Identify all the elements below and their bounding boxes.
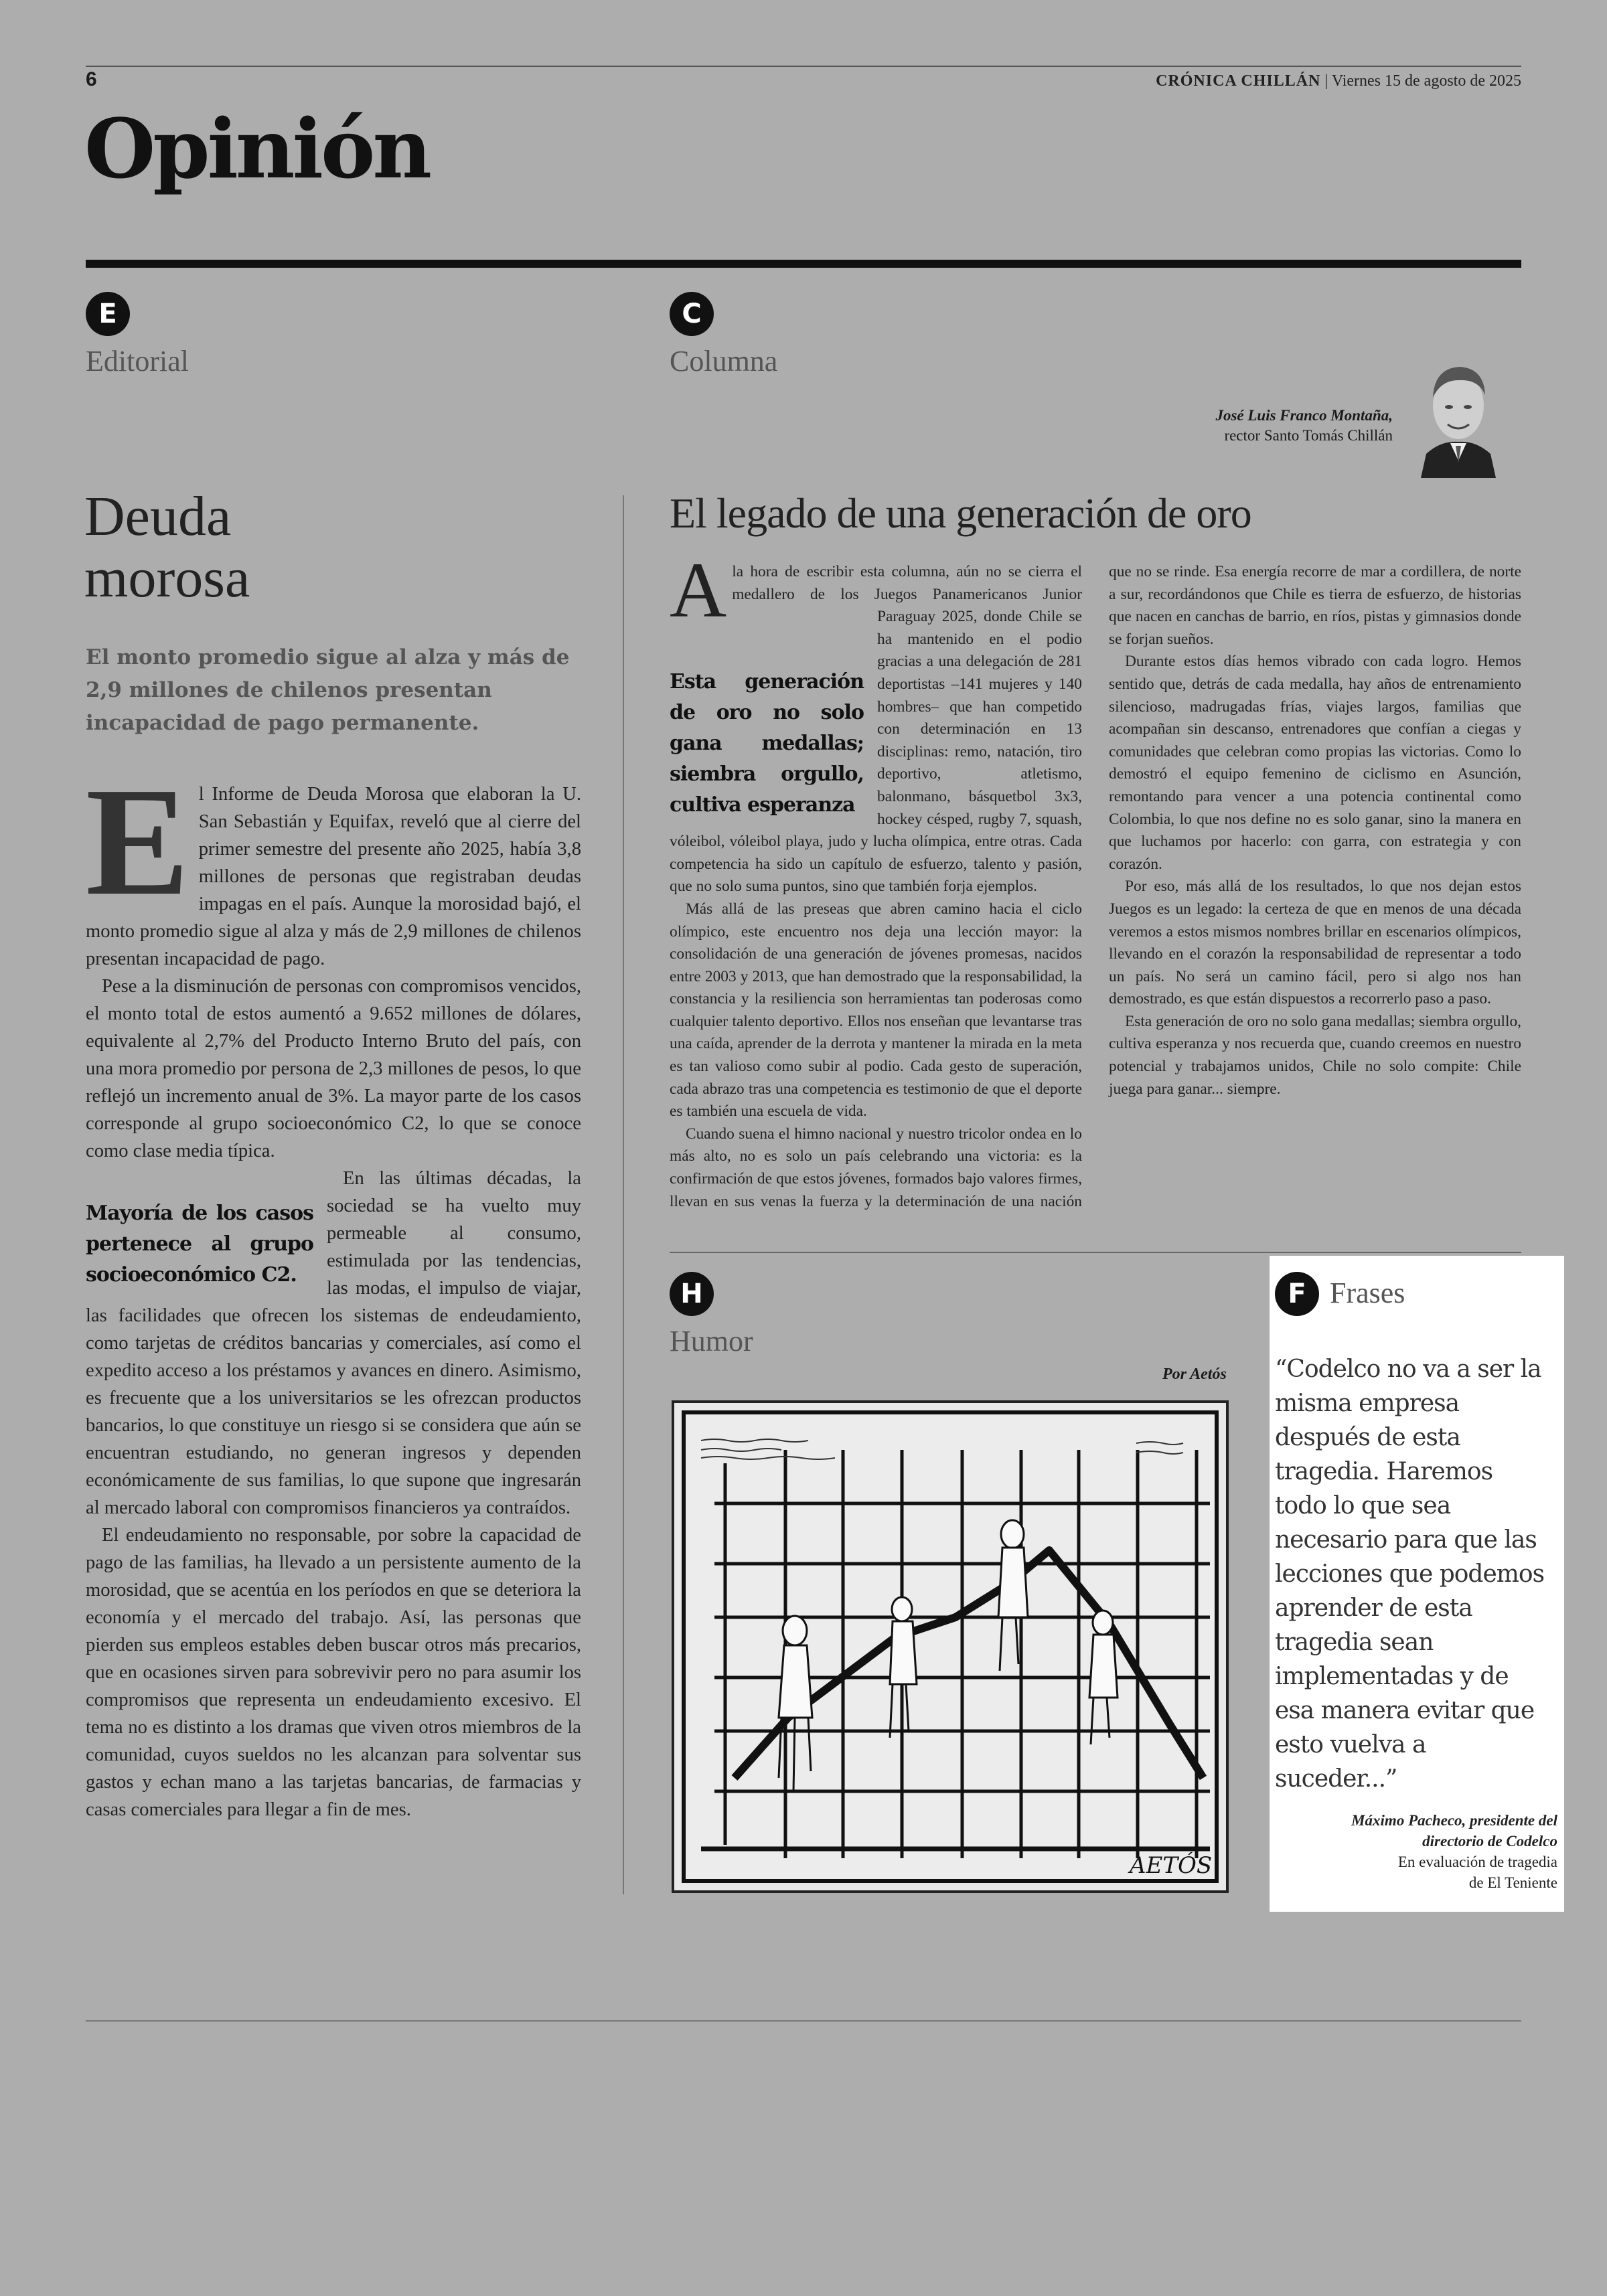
- column-paragraph-5: Por eso, más allá de los resultados, lo que nos dejan estos Juegos es un legado: la certeza de que en menos de una década veremos a estos mismos nombres brillar en escenarios olímpicos, llevando en el corazón la responsabilidad de representar a todo un país. No será un camino fácil, pero si algo nos han demostrado, es que están dispuestos a recorrerlo paso a paso.: [1109, 878, 1521, 1008]
- humor-credit: Por Aetós: [1162, 1366, 1227, 1383]
- author-photo-icon: [1414, 356, 1503, 478]
- frases-context-line1: En evaluación de tragedia: [1397, 1854, 1557, 1870]
- column-dropcap: A: [670, 546, 727, 634]
- masthead-separator: |: [1324, 72, 1332, 90]
- column-author-role: rector Santo Tomás Chillán: [1224, 427, 1393, 444]
- frases-badge: F: [1275, 1272, 1319, 1316]
- frases-attribution: [1303, 1810, 1557, 1893]
- editorial-paragraph-1: l Informe de Deuda Morosa que elaboran la U. San Sebastián y Equifax, reveló que al cierre del primer semestre del presente año 2025, había 3,8 millones de personas que registraban deudas impagas en el país. Aunque la morosidad bajó, el monto promedio sigue al alza y más de 2,9 millones de chilenos presentan incapacidad de pago.: [86, 784, 581, 969]
- editorial-badge: E: [86, 292, 130, 336]
- editorial-pullquote: Mayoría de los casos pertenece al grupo socioeconómico C2.: [86, 1202, 313, 1287]
- editorial-subtitle: El monto promedio sigue al alza y más de 2,9 millones de chilenos presentan incapacidad de pago permanente.: [86, 645, 570, 735]
- column-badge: C: [670, 292, 714, 336]
- editorial-title-line1: Deuda: [84, 485, 232, 548]
- humor-badge: H: [670, 1272, 714, 1316]
- editorial-paragraph-2: Pese a la disminución de personas con compromisos vencidos, el monto total de estos aumentó a 9.652 millones de dólares, equivalente al 2,7% del Producto Interno Bruto del país, con una mora promedio por persona de 2,3 millones de pesos, lo que reflejó un incremento anual de 3%. La mayor parte de los casos corresponde al grupo socioeconómico C2, lo que se conoce como clase media típica.: [86, 976, 581, 1161]
- column-author-name: José Luis Franco Montaña,: [1215, 407, 1393, 424]
- frases-quote: “Codelco no va a ser la misma empresa después de esta tragedia. Haremos todo lo que sea necesario para que las lecciones que podemos aprender de esta tragedia sean implementadas y de esa manera evitar que esto vuelva a suceder...”: [1275, 1356, 1545, 1793]
- masthead: [1156, 72, 1521, 90]
- humor-label: Humor: [670, 1325, 753, 1358]
- column-paragraph-6: Esta generación de oro no solo gana medallas; siembra orgullo, cultiva esperanza y nos recuerda que, cuando creemos en nuestro potencial y trabajamos unidos, Chile no solo compite: Chile juega para ganar... siempre.: [1109, 1012, 1521, 1098]
- column-paragraph-3: Cuando suena el himno nacional y nuestro tricolor ondea en lo más alto, no es solo un país celebrando una victoria: es la confirmación de que estos jóvenes, formados bajo valores firmes, llevan en sus venas la fuerza y la determinación de una nación que no se rinde. Esa energía recorre de mar a cordillera, de norte a sur, recordándonos que Chile es tierra de esfuerzo, de historias que nacen en canchas de barrio, en ríos, pistas y gimnasios donde se forjan sueños.: [670, 563, 1521, 1210]
- column-body: [670, 546, 1521, 1230]
- column-author: [1215, 406, 1393, 446]
- frases-label: Frases: [1330, 1277, 1405, 1309]
- page-number: 6: [86, 68, 97, 90]
- section-title: Opinión: [84, 100, 430, 197]
- frases-author: Máximo Pacheco, presidente del directorio de Codelco: [1351, 1812, 1557, 1850]
- section-rule: [86, 260, 1521, 268]
- editorial-paragraph-3: En las últimas décadas, la sociedad se ha vuelto muy permeable al consumo, estimulada por las tendencias, las modas, el impulso de viajar, las facilidades que ofrecen los sistemas de endeudamiento, como tarjetas de créditos bancarias y comerciales, así como el expedito acceso a los préstamos y avances en dinero. Asimismo, es frecuente que a los universitarios se les ofrezcan productos bancarios, lo que constituye un riesgo si se considera que aún se encuentran estudiando, no generan ingresos y dependen económicamente de sus familias, lo que supone que ingresarán al mercado laboral con compromisos financieros ya contraídos.: [86, 1168, 581, 1518]
- humor-cartoon: [672, 1400, 1229, 1893]
- column-pullquote: Esta generación de oro no solo gana medallas; siembra orgullo, cultiva esperanza: [670, 670, 864, 817]
- top-rule: [86, 66, 1521, 67]
- editorial-dropcap: E: [86, 756, 189, 928]
- cartoon-signature: AETÓS: [1130, 1852, 1213, 1879]
- editorial-paragraph-4: El endeudamiento no responsable, por sobre la capacidad de pago de las familias, ha llevado a un persistente aumento de la morosidad, que se acentúa en los períodos en que se deteriora la economía y el mercado del trabajo. Así, las personas que pierden sus empleos estables deben buscar otros más precarios, que en ocasiones sirven para sobrevivir pero no para asumir los compromisos que representa un endeudamiento excesivo. El tema no es distinto a los dramas que viven otros miembros de la comunidad, cuyos sueldos no les alcanzan para solventar sus gastos y echan mano a las tarjetas bancarias, de farmacias y casas comerciales para llegar a fin de mes.: [86, 1525, 581, 1820]
- issue-date: Viernes 15 de agosto de 2025: [1331, 72, 1521, 90]
- cartoon-chart-with-hanging-figures-icon: [674, 1403, 1226, 1890]
- column-paragraph-4: Durante estos días hemos vibrado con cada logro. Hemos sentido que, detrás de cada medalla, hay años de entrenamiento silencioso, madrugadas frías, viajes largos, familias que acompañan sin descanso, entrenadores que confían a ciegas y comunidades que celebran como propias las victorias. Como lo demostró el equipo femenino de ciclismo en Asunción, remontando para vencer a una potencia continental como Colombia, lo que nos define no es solo ganar, sino la manera en que luchamos por hacerlo: con garra, con estrategia y con corazón.: [1109, 653, 1521, 873]
- column-title: El legado de una generación de oro: [670, 489, 1251, 537]
- editorial-body: [86, 756, 581, 1823]
- humor-rule: [670, 1252, 1521, 1253]
- frases-box: [1270, 1256, 1564, 1912]
- bottom-rule: [86, 2020, 1521, 2022]
- column-paragraph-2: Más allá de las preseas que abren camino hacia el ciclo olímpico, este encuentro nos deja una lección mayor: la consolidación de una generación de jóvenes promesas, nacidos entre 2003 y 2013, que han demostrado que la responsabilidad, la constancia y la resiliencia son herramientas tan poderosas como cualquier talento deportivo. Ellos nos enseñan que levantarse tras una caída, aprender de la derrota y mantener la mirada en la meta es tan valioso como subir al podio. Cada gesto de superación, cada abrazo tras una competencia es testimonio de que el deporte es también una escuela de vida.: [670, 900, 1082, 1121]
- editorial-title: [84, 486, 250, 609]
- editorial-title-line2: morosa: [84, 547, 250, 609]
- editorial-label: Editorial: [86, 345, 189, 378]
- column-label: Columna: [670, 345, 778, 378]
- column-paragraph-1: la hora de escribir esta columna, aún no se cierra el medallero de los Juegos Panamericanos Junior Paraguay 2025, donde Chile se ha mantenido en el podio gracias a una delegación de 281 deportistas –141 mujeres y 140 hombres– que han competido con determinación en 13 disciplinas: remo, natación, tiro deportivo, atletismo, balonmano, básquetbol 3x3, hockey césped, rugby 7, squash, vóleibol, vóleibol playa, judo y lucha olímpica, entre otras. Cada competencia ha sido un capítulo de esfuerzo, talento y pasión, que no solo suma puntos, sino que también forja ejemplos.: [670, 563, 1082, 896]
- publication-name: CRÓNICA CHILLÁN: [1156, 72, 1321, 90]
- frases-context-line2: de El Teniente: [1468, 1874, 1557, 1891]
- column-divider: [623, 495, 624, 1894]
